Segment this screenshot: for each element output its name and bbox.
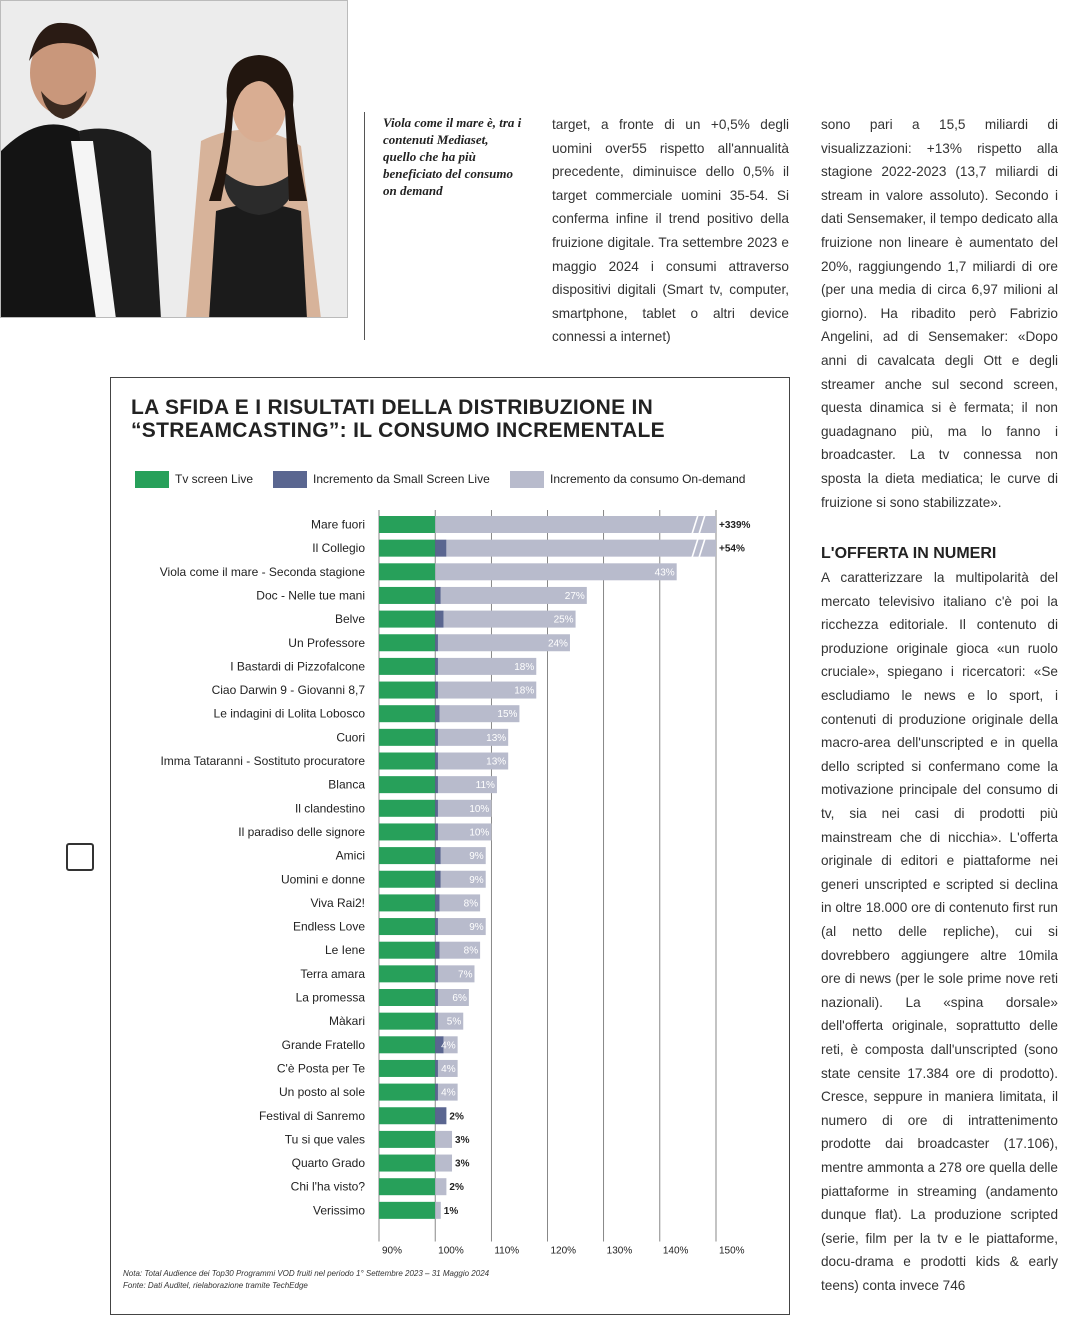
article-column-3 (821, 113, 1058, 1298)
category-label: Un Professore (288, 635, 365, 650)
bar-value-label: +339% (719, 520, 751, 531)
category-label: Blanca (328, 777, 365, 792)
legend-label: Tv screen Live (175, 472, 254, 486)
category-label: Viola come il mare - Seconda stagione (159, 564, 365, 579)
bar-segment-live (379, 942, 435, 959)
category-label: Quarto Grado (291, 1156, 365, 1171)
bar-value-label: 10% (469, 827, 490, 839)
article-paragraph: A caratterizzare la multipolarità del mercato televisivo italiano c'è poi la ricchezza editoriale. Il contenuto di produzione originale gioca «un ruolo cruciale», spiegano i ricercatori: «Se escludiamo le news e lo sport, i contenuti di produzione originale della macro-area dell'unscripted e in quella dello scripted si confermano come la motivazione principale del consumo di tv, sia nei casi di prodotti più mainstream che di nicchia». L'offerta originale di editori e piattaforme nei generi unscripted e scripted si declina in oltre 18.000 ore di contenuto first run (al netto delle repliche), cui si dovrebbero aggiungere altre 10mila ore di news (per le sole prime nove reti nazionali). La «spina dorsale» dell'offerta originale, soprattutto delle reti, è composta dall'unscripted (sono state censite 17.384 ore di prodotto). Cresce, seppure in maniera limitata, il numero di ore di intrattenimento prodotte dai broadcaster (17.106), mentre ammonta a 278 ore quella delle piattaforme in streaming (andamento dunque flat). La produzione scripted (serie, film per la tv e le piattaforme, docu-drama e prodotti kids & early teens) conta invece 746 (821, 570, 1058, 1293)
bar-segment-live (379, 776, 435, 793)
chart-source: Fonte: Dati Auditel, rielaborazione tramite TechEdge (123, 1281, 308, 1290)
bar-value-label: 15% (497, 709, 518, 721)
bar-value-label: 6% (452, 993, 467, 1004)
photo-caption: Viola come il mare è, tra i contenuti Mediaset, quello che ha più beneficiato del consumo on demand (383, 115, 522, 198)
legend-label: Incremento da Small Screen Live (313, 472, 490, 486)
bar-value-label: 7% (458, 969, 473, 981)
category-label: Le indagini di Lolita Lobosco (213, 706, 365, 721)
x-tick-label: 100% (438, 1245, 464, 1257)
article-paragraph: target, a fronte di un +0,5% degli uomini over55 rispetto all'annualità precedente, diminuisce dello 0,5% il target commerciale uomini 35-54. Si conferma infine il trend positivo della fruizione digitale. Tra settembre 2023 e maggio 2024 i consumi attraverso dispositivi digitali (Smart tv, computer, smartphone, tablet o altri device connessi a internet) (552, 117, 789, 345)
bar-value-label: 4% (441, 1087, 456, 1099)
bar-segment-live (379, 1013, 435, 1030)
bar-segment-live (379, 800, 435, 817)
category-label: Il Collegio (312, 541, 365, 556)
bar-segment-small-screen (435, 823, 438, 840)
bar-segment-live (379, 823, 435, 840)
legend-label: Incremento da consumo On-demand (550, 472, 746, 486)
bar-segment-live (379, 1107, 435, 1124)
category-label: Festival di Sanremo (258, 1108, 365, 1123)
category-label: Doc - Nelle tue mani (256, 588, 365, 603)
bar-value-label: 13% (486, 732, 507, 744)
bar-segment-small-screen (435, 658, 438, 675)
category-label: Verissimo (312, 1203, 365, 1218)
x-tick-label: 120% (550, 1245, 577, 1257)
bar-value-label: 8% (463, 945, 479, 957)
bar-value-label: 1% (443, 1205, 459, 1217)
bar-value-label: +54% (719, 543, 745, 555)
bar-segment-live (379, 847, 435, 864)
bar-segment-small-screen (435, 1060, 438, 1077)
section-heading: L'OFFERTA IN NUMERI (821, 545, 997, 563)
bar-segment-live (379, 871, 435, 888)
bar-segment-small-screen (435, 540, 446, 557)
bar-segment-on-demand (435, 563, 677, 580)
bar-value-label: 9% (469, 874, 484, 886)
column-divider (364, 112, 365, 340)
photo-illustration (1, 1, 348, 318)
bar-value-label: 43% (654, 567, 675, 579)
bar-segment-live (379, 729, 435, 746)
x-tick-label: 130% (606, 1245, 633, 1257)
bar-value-label: 24% (547, 638, 568, 650)
bar-value-label: 3% (455, 1158, 470, 1170)
bar-segment-small-screen (435, 753, 438, 770)
chart-note: Nota: Total Audience dei Top30 Programmi VOD fruiti nel periodo 1° Settembre 2023 – 31 Maggio 2024 (123, 1269, 490, 1278)
category-label: Mare fuori (310, 517, 365, 532)
bar-value-label: 10% (469, 803, 490, 815)
bar-segment-small-screen (435, 682, 438, 699)
category-label: Le Iene (324, 943, 365, 958)
category-label: Imma Tataranni - Sostituto procuratore (160, 754, 365, 768)
bar-segment-live (379, 1202, 435, 1219)
bar-segment-live (379, 1060, 435, 1077)
category-label: I Bastardi di Pizzofalcone (230, 659, 365, 674)
category-label: Amici (335, 848, 365, 863)
bar-segment-small-screen (435, 611, 443, 628)
bar-value-label: 3% (455, 1134, 470, 1146)
bar-value-label: 25% (553, 614, 574, 626)
category-label: Belve (334, 612, 365, 627)
bar-segment-live (379, 658, 435, 675)
bar-segment-small-screen (435, 587, 441, 604)
bar-value-label: 9% (469, 922, 484, 934)
bar-segment-live (379, 1178, 435, 1195)
bar-segment-small-screen (435, 989, 438, 1006)
chart-notes (123, 1268, 763, 1292)
category-label: C'è Posta per Te (276, 1061, 365, 1076)
bar-segment-small-screen (435, 918, 438, 935)
bar-segment-live (379, 894, 435, 911)
bar-segment-small-screen (435, 776, 438, 793)
bar-segment-live (379, 965, 435, 982)
bar-segment-small-screen (435, 800, 438, 817)
bar-value-label: 27% (564, 590, 585, 602)
bar-value-label: 8% (463, 898, 479, 910)
bar-segment-live (379, 587, 435, 604)
category-label: Terra amara (300, 966, 365, 981)
x-tick-label: 110% (494, 1245, 520, 1257)
bar-segment-small-screen (435, 1107, 446, 1124)
category-label: Uomini e donne (280, 872, 365, 887)
bar-segment-small-screen (435, 1084, 438, 1101)
category-label: Cuori (336, 730, 365, 745)
bar-segment-on-demand (435, 1202, 441, 1219)
bar-value-label: 18% (514, 661, 535, 673)
bar-value-label: 2% (449, 1182, 464, 1194)
category-label: Tu si que vales (284, 1132, 365, 1147)
bar-value-label: 18% (514, 685, 535, 697)
bar-value-label: 5% (446, 1016, 462, 1028)
bar-segment-small-screen (435, 894, 439, 911)
checkbox[interactable] (66, 843, 94, 871)
bar-segment-live (379, 753, 435, 770)
bar-segment-on-demand (435, 1155, 452, 1172)
bar-segment-small-screen (435, 942, 439, 959)
category-label: Màkari (328, 1014, 365, 1029)
bar-segment-small-screen (435, 847, 441, 864)
bar-segment-live (379, 1084, 435, 1101)
x-tick-label: 140% (662, 1245, 689, 1257)
bar-segment-live (379, 611, 435, 628)
bar-segment-live (379, 682, 435, 699)
category-label: Un posto al sole (278, 1085, 365, 1100)
category-label: Endless Love (292, 919, 365, 934)
bar-segment-small-screen (435, 871, 441, 888)
category-label: Ciao Darwin 9 - Giovanni 8,7 (211, 683, 365, 698)
bar-segment-on-demand (435, 1131, 452, 1148)
article-column-2 (552, 113, 789, 349)
bar-segment-small-screen (435, 729, 438, 746)
category-label: Grande Fratello (281, 1037, 365, 1052)
category-label: La promessa (295, 990, 365, 1005)
bar-value-label: 4% (441, 1040, 456, 1052)
bar-segment-live (379, 1155, 435, 1172)
bar-segment-live (379, 1131, 435, 1148)
bar-chart (111, 378, 789, 1314)
bar-segment-live (379, 989, 435, 1006)
bar-segment-live (379, 634, 435, 651)
bar-segment-on-demand (435, 516, 716, 533)
bar-segment-live (379, 540, 435, 557)
bar-segment-live (379, 1036, 435, 1053)
bar-segment-live (379, 705, 435, 722)
bar-segment-live (379, 516, 435, 533)
bar-segment-small-screen (435, 965, 438, 982)
bar-segment-small-screen (435, 634, 438, 651)
chart-panel (110, 377, 790, 1315)
bar-value-label: 11% (475, 780, 495, 792)
category-label: Il clandestino (294, 801, 365, 816)
x-tick-label: 90% (382, 1245, 403, 1257)
bar-value-label: 4% (441, 1063, 456, 1075)
category-label: Il paradiso delle signore (238, 824, 365, 839)
bar-segment-on-demand (435, 1178, 446, 1195)
article-paragraph: sono pari a 15,5 miliardi di visualizzazioni: +13% rispetto alla stagione 2022-2023 (13,7 miliardi di stream in valore assoluto). Secondo i dati Sensemaker, il tempo dedicato alla fruizione non lineare è aumentato del 20%, raggiungendo 1,7 miliardi di ore (per una media di circa 6,97 milioni al giorno). Ha ribadito però Fabrizio Angelini, ad di Sensemaker: «Dopo anni di cavalcata degli Ott e degli streamer anche sul second screen, questa dinamica si è fermata; il non guadagnano più, ma lo fanno i broadcaster. La tv connessa non sposta la dieta mediatica; le curve di fruizione si sono stabilizzate». (821, 117, 1058, 510)
bar-segment-small-screen (435, 705, 439, 722)
bar-value-label: 9% (469, 851, 484, 863)
category-label: Viva Rai2! (310, 895, 365, 910)
x-tick-label: 150% (719, 1245, 745, 1257)
bar-segment-on-demand (446, 540, 716, 557)
bar-segment-small-screen (435, 1013, 438, 1030)
chart-title: LA SFIDA E I RISULTATI DELLA DISTRIBUZIONE IN “STREAMCASTING”: IL CONSUMO INCREMENTALE (131, 396, 665, 442)
bar-value-label: 2% (449, 1111, 464, 1123)
bar-segment-live (379, 563, 435, 580)
bar-segment-live (379, 918, 435, 935)
bar-value-label: 13% (486, 756, 507, 768)
category-label: Chi l'ha visto? (290, 1179, 365, 1194)
cover-photo (0, 0, 348, 318)
